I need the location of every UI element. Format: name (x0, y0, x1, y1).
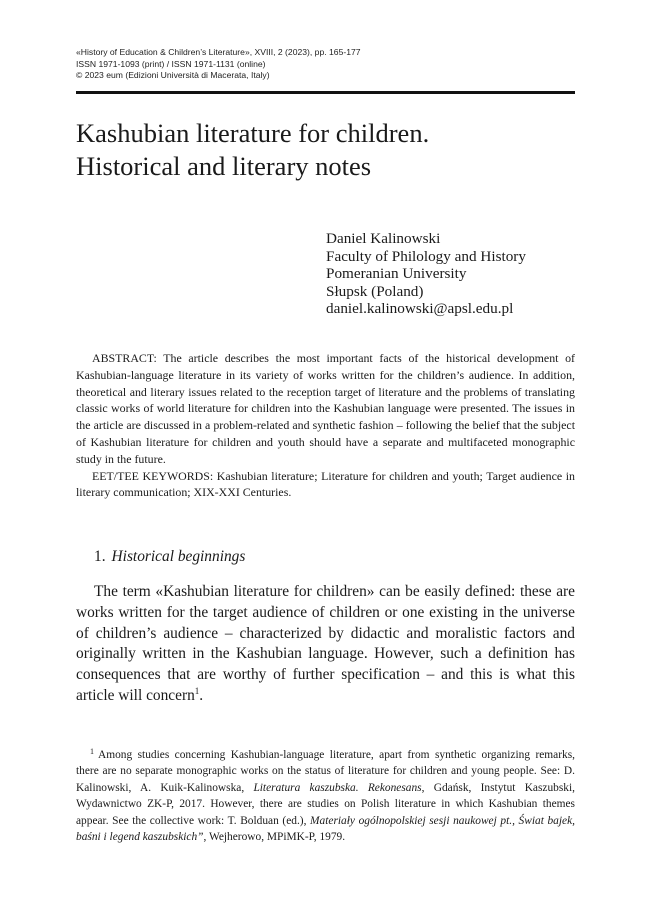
footnote-italic-1: Literatura kaszubska. Rekonesans (253, 781, 422, 794)
footnote-1 (76, 747, 575, 845)
abstract-block (76, 350, 575, 501)
author-faculty: Faculty of Philology and History (326, 247, 526, 265)
body-text (76, 582, 575, 707)
footnote-text-3: , Wejherowo, MPiMK-P, 1979. (203, 831, 346, 844)
journal-issn: ISSN 1971-1093 (print) / ISSN 1971-1131 (online) (76, 58, 266, 69)
footnote-text-2: , Gdańsk, Instytut Kaszubski, Wydawnictwo ZK-P, 2017. However, there are studies on Polish literature in which Kashubian themes appear. See the collective work: T. Bolduan (ed.), (76, 781, 575, 827)
article-title-line-2: Historical and literary notes (76, 151, 372, 181)
section-number: 1. (94, 548, 106, 565)
section-title: Historical beginnings (111, 548, 246, 565)
body-paragraph (76, 582, 575, 707)
footnote-reference[interactable]: 1 (194, 685, 200, 696)
journal-citation: «History of Education & Children’s Literature», XVIII, 2 (2023), pp. 165-177 (76, 47, 361, 57)
journal-copyright: © 2023 eum (Edizioni Università di Macerata, Italy) (76, 70, 270, 80)
author-city: Słupsk (Poland) (326, 282, 424, 300)
keywords-text: EET/TEE KEYWORDS: Kashubian literature; Literature for children and youth; Target audience in literary communication; XIX-XXI Centuries. (76, 468, 575, 500)
body-paragraph-end: . (199, 686, 204, 704)
author-university: Pomeranian University (326, 265, 467, 283)
section-heading (94, 547, 245, 567)
footnote-text-1: Among studies concerning Kashubian-language literature, apart from synthetic organizing remarks, there are no separate monographic works on the status of literature for children and young people. See: D. Kalinowski, A. Kuik-Kalinowska, (76, 749, 575, 794)
body-paragraph-text: The term «Kashubian literature for children» can be easily defined: these are works written for the target audience of children or one existing in the universe of children’s audience – characterized by didactic and moralistic factors and originally written in the Kashubian language. However, such a definition has consequences that are worthy of further specification – and this is what this article will concern (76, 583, 575, 704)
article-title-line-1: Kashubian literature for children. (76, 118, 430, 148)
footnote-mark: 1 (90, 747, 94, 756)
header-rule (76, 91, 575, 94)
abstract-text: ABSTRACT: The article describes the most important facts of the historical development of Kashubian-language literature in its variety of works written for the children’s audience. In addition, theoretical and literary issues related to the reception target of literature and the problems of translating classic works of world literature for children into the Kashubian language were presented. The issues in the article are discussed in a problem-related and synthetic fashion – following the belief that the subject of Kashubian literature for children and youth should have a separate and multifaceted monographic study in the future. (76, 351, 575, 466)
footnote-italic-2: Materiały ogólnopolskiej sesji naukowej pt., Świat bajek, baśni i legend kaszubskich” (76, 814, 575, 844)
author-email[interactable]: daniel.kalinowski@apsl.edu.pl (326, 300, 514, 318)
author-block (326, 230, 586, 318)
footnote-block (76, 747, 575, 845)
article-title (76, 117, 596, 183)
author-name: Daniel Kalinowski (326, 230, 441, 247)
journal-header (76, 47, 576, 82)
